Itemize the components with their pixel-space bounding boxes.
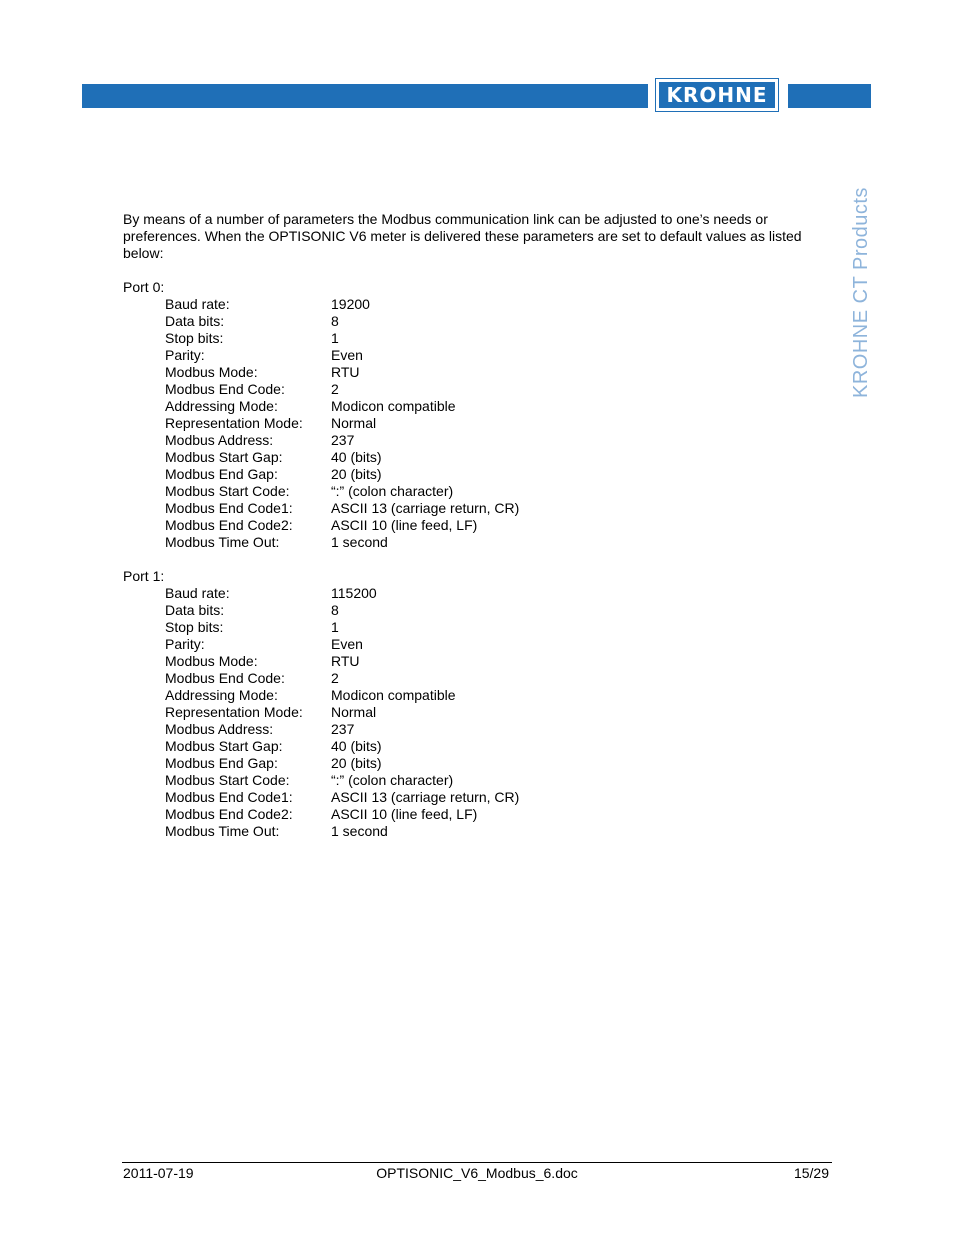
parameter-name: Modbus End Gap: <box>165 755 278 771</box>
parameter-row <box>123 755 813 772</box>
parameter-row <box>123 585 813 602</box>
parameter-row <box>123 330 813 347</box>
intro-paragraph: By means of a number of parameters the Modbus communication link can be adjusted to one’s needs or preferences. When the OPTISONIC V6 meter is delivered these parameters are set to default values as listed below: <box>123 211 802 261</box>
parameter-row <box>123 517 813 534</box>
parameter-name: Stop bits: <box>165 330 224 346</box>
parameter-value: 237 <box>331 432 355 448</box>
parameter-name: Modbus End Code1: <box>165 500 293 516</box>
parameter-name: Modbus Mode: <box>165 653 258 669</box>
parameter-name: Modbus End Code2: <box>165 517 293 533</box>
parameter-name: Modbus Start Code: <box>165 772 290 788</box>
parameter-value: 1 second <box>331 534 388 550</box>
parameter-value: ASCII 13 (carriage return, CR) <box>331 500 520 516</box>
parameter-value: Normal <box>331 704 377 720</box>
parameter-name: Modbus End Code2: <box>165 806 293 822</box>
parameter-row <box>123 415 813 432</box>
parameter-value: 20 (bits) <box>331 466 382 482</box>
footer-page-number: 15/29 <box>793 1165 829 1181</box>
parameter-row <box>123 704 813 721</box>
krohne-logo <box>655 78 779 112</box>
parameter-name: Modbus Start Gap: <box>165 449 283 465</box>
parameter-name: Modbus Time Out: <box>165 823 280 839</box>
parameter-value: 20 (bits) <box>331 755 382 771</box>
side-brand-text: KROHNE CT Products <box>850 187 872 398</box>
parameter-value: Even <box>331 347 363 363</box>
parameter-name: Data bits: <box>165 313 225 329</box>
parameter-row <box>123 449 813 466</box>
parameter-value: 2 <box>331 670 339 686</box>
parameter-name: Modbus Time Out: <box>165 534 280 550</box>
parameter-value: “:” (colon character) <box>331 772 454 788</box>
parameter-name: Addressing Mode: <box>165 398 278 414</box>
parameter-value: 19200 <box>331 296 370 312</box>
port-section <box>123 568 813 840</box>
parameter-value: 237 <box>331 721 355 737</box>
port-section <box>123 279 813 551</box>
parameter-list <box>123 585 813 840</box>
parameter-value: ASCII 10 (line feed, LF) <box>331 517 478 533</box>
parameter-value: 8 <box>331 602 339 618</box>
parameter-row <box>123 687 813 704</box>
header-bar-left <box>82 84 648 108</box>
port-title: Port 1: <box>123 568 165 584</box>
parameter-value: RTU <box>331 653 360 669</box>
parameter-name: Modbus End Code: <box>165 381 285 397</box>
parameter-row <box>123 823 813 840</box>
parameter-value: ASCII 13 (carriage return, CR) <box>331 789 520 805</box>
parameter-name: Parity: <box>165 636 205 652</box>
parameter-value: Modicon compatible <box>331 687 456 703</box>
parameter-row <box>123 296 813 313</box>
parameter-row <box>123 721 813 738</box>
port-title: Port 0: <box>123 279 165 295</box>
parameter-name: Representation Mode: <box>165 415 303 431</box>
parameter-name: Parity: <box>165 347 205 363</box>
parameter-row <box>123 636 813 653</box>
parameter-name: Modbus End Code: <box>165 670 285 686</box>
footer-rule <box>122 1162 832 1163</box>
parameter-name: Modbus End Gap: <box>165 466 278 482</box>
parameter-value: 40 (bits) <box>331 449 382 465</box>
parameter-value: 1 <box>331 619 339 635</box>
parameter-value: Normal <box>331 415 377 431</box>
parameter-name: Modbus Mode: <box>165 364 258 380</box>
parameter-name: Stop bits: <box>165 619 224 635</box>
parameter-name: Baud rate: <box>165 585 230 601</box>
parameter-row <box>123 500 813 517</box>
parameter-value: Modicon compatible <box>331 398 456 414</box>
parameter-value: 8 <box>331 313 339 329</box>
parameter-name: Data bits: <box>165 602 225 618</box>
parameter-row <box>123 653 813 670</box>
parameter-value: “:” (colon character) <box>331 483 454 499</box>
parameter-value: Even <box>331 636 363 652</box>
parameter-row <box>123 619 813 636</box>
parameter-value: ASCII 10 (line feed, LF) <box>331 806 478 822</box>
parameter-name: Modbus Address: <box>165 432 274 448</box>
document-body <box>123 211 813 857</box>
parameter-value: 115200 <box>331 585 377 601</box>
parameter-name: Modbus Start Code: <box>165 483 290 499</box>
parameter-value: RTU <box>331 364 360 380</box>
parameter-row <box>123 432 813 449</box>
parameter-name: Baud rate: <box>165 296 230 312</box>
parameter-name: Representation Mode: <box>165 704 303 720</box>
parameter-name: Modbus Start Gap: <box>165 738 283 754</box>
parameter-value: 1 second <box>331 823 388 839</box>
parameter-value: 2 <box>331 381 339 397</box>
header-bar-right <box>788 84 871 108</box>
parameter-name: Addressing Mode: <box>165 687 278 703</box>
logo-text: KROHNE <box>659 82 775 108</box>
parameter-row <box>123 347 813 364</box>
parameter-list <box>123 296 813 551</box>
parameter-row <box>123 738 813 755</box>
parameter-row <box>123 602 813 619</box>
parameter-value: 40 (bits) <box>331 738 382 754</box>
parameter-value: 1 <box>331 330 339 346</box>
parameter-row <box>123 313 813 330</box>
footer-date: 2011-07-19 <box>123 1165 194 1181</box>
parameter-row <box>123 534 813 551</box>
parameter-name: Modbus End Code1: <box>165 789 293 805</box>
parameter-row <box>123 789 813 806</box>
parameter-row <box>123 772 813 789</box>
parameter-row <box>123 806 813 823</box>
parameter-name: Modbus Address: <box>165 721 274 737</box>
ports-list <box>123 279 813 840</box>
footer-filename: OPTISONIC_V6_Modbus_6.doc <box>376 1165 578 1181</box>
parameter-row <box>123 483 813 500</box>
parameter-row <box>123 364 813 381</box>
parameter-row <box>123 466 813 483</box>
parameter-row <box>123 398 813 415</box>
parameter-row <box>123 381 813 398</box>
parameter-row <box>123 670 813 687</box>
